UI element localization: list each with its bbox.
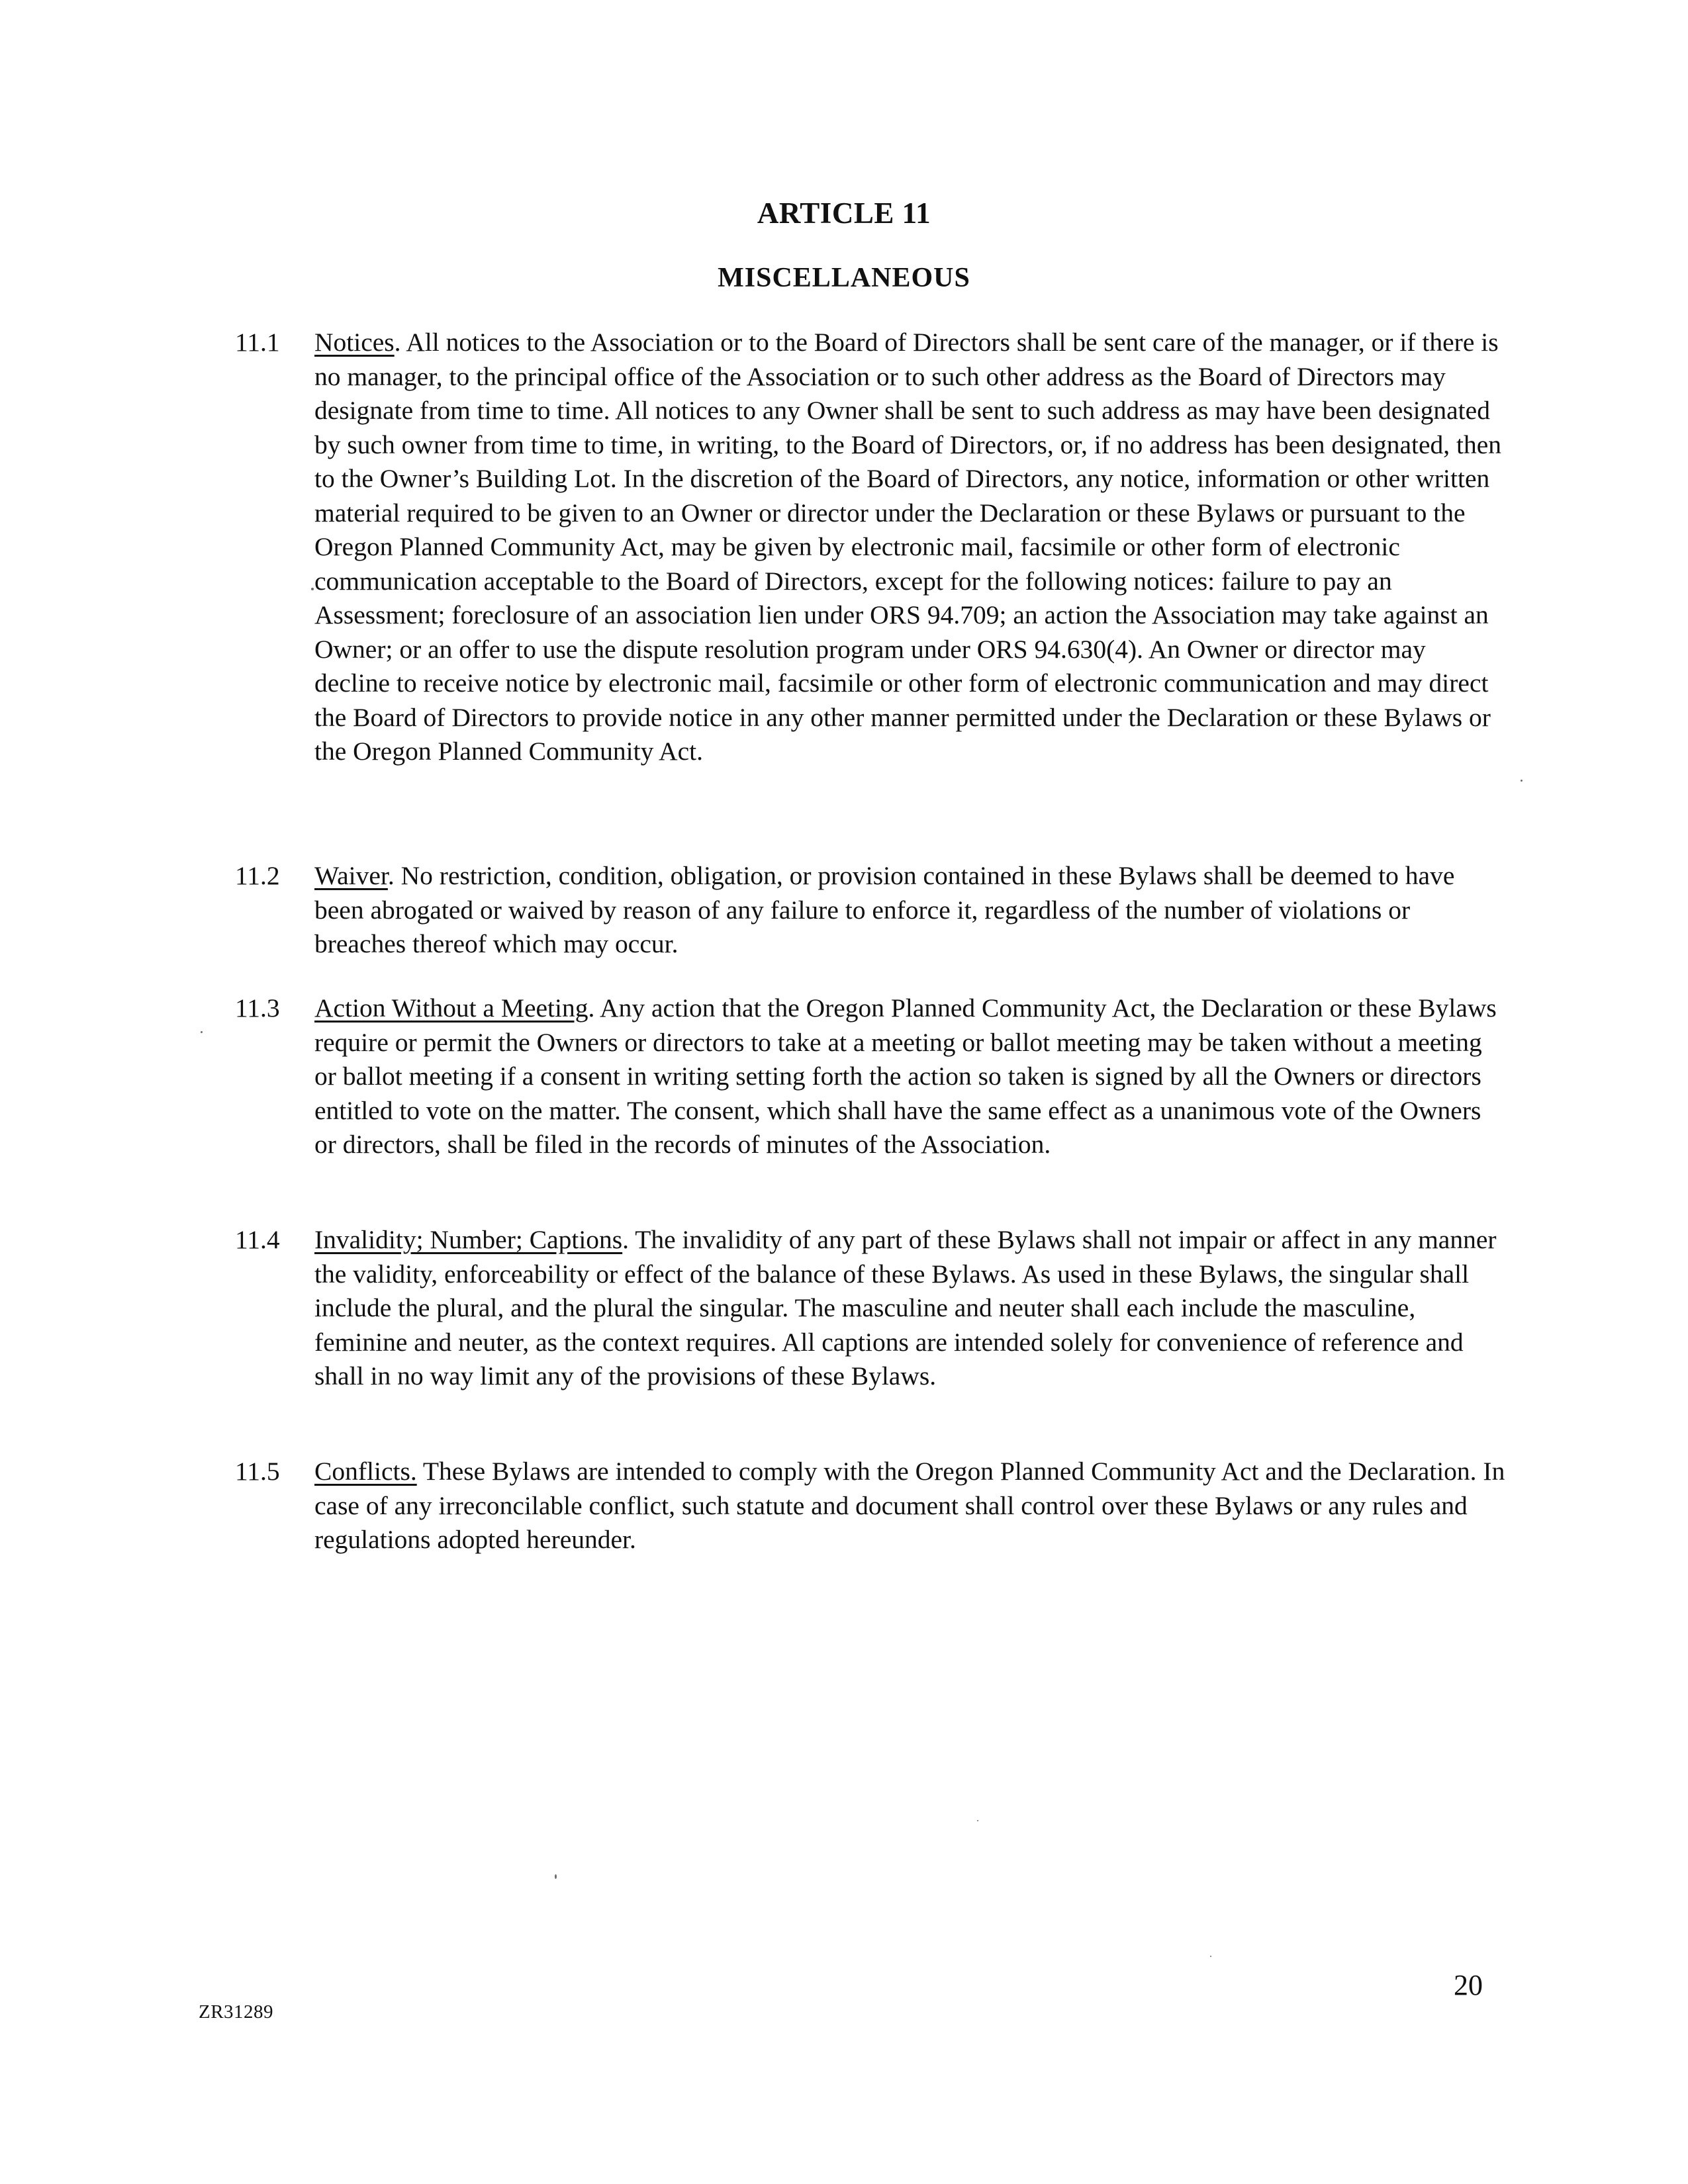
section-invalidity bbox=[235, 1223, 1506, 1394]
section-action-without-meeting bbox=[235, 991, 1506, 1162]
article-subtitle: MISCELLANEOUS bbox=[718, 263, 970, 293]
section-number: 11.5 bbox=[235, 1457, 280, 1486]
section-body bbox=[314, 1455, 1506, 1557]
scan-speck bbox=[311, 588, 314, 590]
section-number: 11.2 bbox=[235, 861, 280, 890]
section-body bbox=[314, 1223, 1506, 1394]
section-heading: Conflicts. bbox=[314, 1457, 417, 1486]
document-code: ZR31289 bbox=[199, 2001, 274, 2023]
section-heading-punct: . bbox=[394, 328, 401, 357]
section-text: All notices to the Association or to the Board of Directors shall be sent care of the manager, or if there is no manager, to the principal office of the Association or to such other address as the Board of Directors may designate from time to time. All notices to any Owner shall be sent to such address as may have been designated by such owner from time to time, in writing, to the Board of Directors, or, if no address has been designated, then to the Owner’s Building Lot. In the discretion of the Board of Directors, any notice, information or other written material required to be given to an Owner or director under the Declaration or these Bylaws or pursuant to the Oregon Planned Community Act, may be given by electronic mail, facsimile or other form of electronic communication acceptable to the Board of Directors, except for the following notices: failure to pay an Assessment; foreclosure of an association lien under ORS 94.709; an action the Association may take against an Owner; or an offer to use the dispute resolution program under ORS 94.630(4). An Owner or director may decline to receive notice by electronic mail, facsimile or other form of electronic communication and may direct the Board of Directors to provide notice in any other manner permitted under the Declaration or these Bylaws or the Oregon Planned Community Act. bbox=[314, 328, 1502, 766]
section-text: These Bylaws are intended to comply with the Oregon Planned Community Act and the Declaration. In case of any irreconcilable conflict, such statute and document shall control over these Bylaws or any rules and regulations adopted hereunder. bbox=[314, 1457, 1505, 1554]
section-number: 11.1 bbox=[235, 328, 280, 357]
section-conflicts bbox=[235, 1455, 1506, 1557]
scan-speck bbox=[201, 1031, 203, 1033]
article-title: ARTICLE 11 bbox=[757, 197, 931, 230]
section-number: 11.4 bbox=[235, 1225, 280, 1254]
section-heading-punct: . bbox=[588, 993, 595, 1023]
section-waiver bbox=[235, 859, 1506, 962]
section-text: Any action that the Oregon Planned Community Act, the Declaration or these Bylaws require or permit the Owners or directors to take at a meeting or ballot meeting may be taken without a meeting or ballot meeting if a consent in writing setting forth the action so taken is signed by all the Owners or directors entitled to vote on the matter. The consent, which shall have the same effect as a unanimous vote of the Owners or directors, shall be filed in the records of minutes of the Association. bbox=[314, 993, 1497, 1159]
section-text: No restriction, condition, obligation, or provision contained in these Bylaws shall be deemed to have been abrogated or waived by reason of any failure to enforce it, regardless of the number of violations or breaches thereof which may occur. bbox=[314, 861, 1455, 958]
scan-speck bbox=[555, 1874, 557, 1879]
section-heading-punct: . bbox=[387, 861, 395, 890]
section-notices bbox=[235, 326, 1506, 769]
scan-speck bbox=[1521, 780, 1523, 782]
section-text: The invalidity of any part of these Bylaws shall not impair or affect in any manner the validity, enforceability or effect of the balance of these Bylaws. As used in these Bylaws, the singular shall include the plural, and the plural the singular. The masculine and neuter shall each include the masculine, feminine and neuter, as the context requires. All captions are intended solely for convenience of reference and shall in no way limit any of the provisions of these Bylaws. bbox=[314, 1225, 1497, 1390]
section-heading-punct: . bbox=[622, 1225, 630, 1254]
section-number: 11.3 bbox=[235, 993, 280, 1023]
section-body bbox=[314, 991, 1506, 1162]
section-body bbox=[314, 326, 1506, 769]
section-heading: Notices bbox=[314, 328, 395, 357]
page-number: 20 bbox=[1454, 1969, 1483, 2001]
section-heading: Invalidity; Number; Captions bbox=[314, 1225, 623, 1254]
section-heading: Waiver bbox=[314, 861, 388, 890]
section-body bbox=[314, 859, 1506, 962]
scan-speck bbox=[977, 1820, 978, 1821]
section-heading: Action Without a Meeting bbox=[314, 993, 588, 1023]
scan-speck bbox=[1210, 1956, 1211, 1957]
